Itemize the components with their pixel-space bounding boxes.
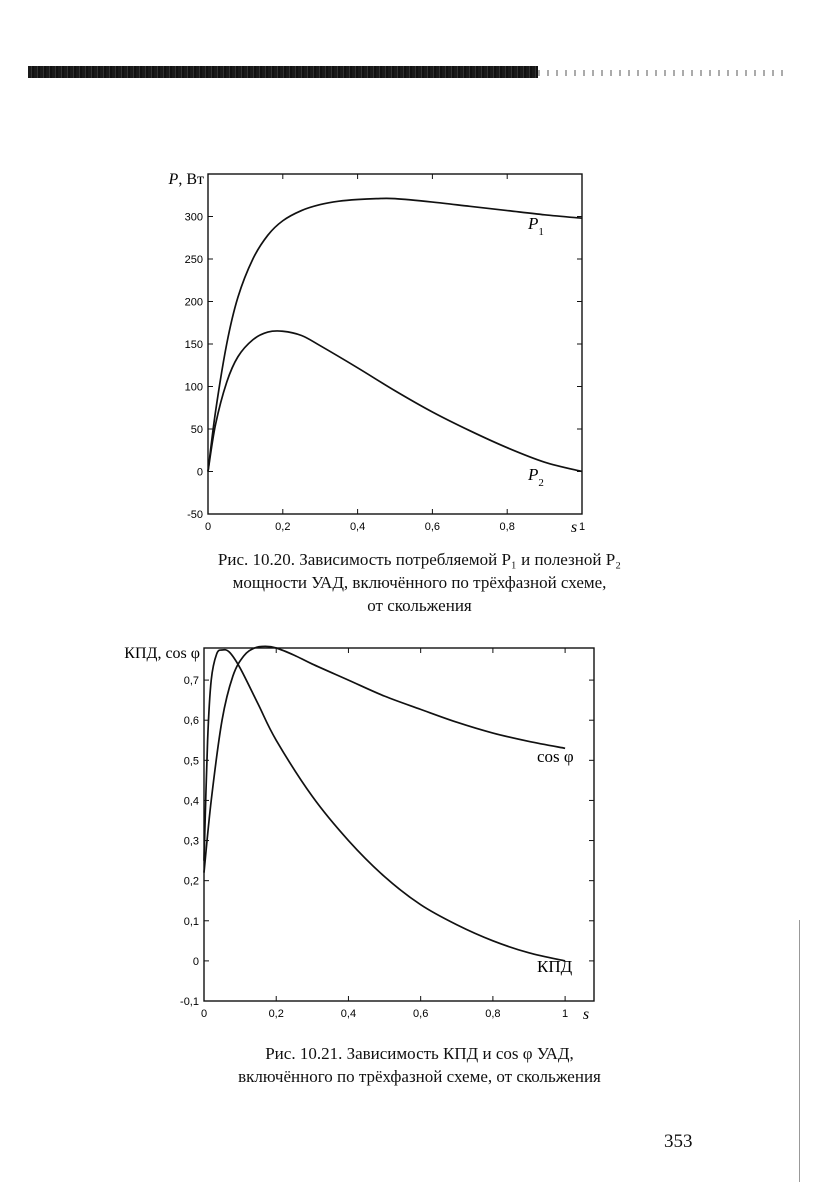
y-tick-label: -50 (187, 509, 203, 521)
y-tick-label: 0 (192, 955, 199, 968)
y-tick-label: 0,2 (183, 875, 199, 888)
plot-frame (208, 174, 582, 514)
y-tick-label: 250 (184, 254, 203, 266)
y-tick-label: 150 (184, 339, 203, 351)
x-tick-label: 0,6 (413, 1008, 429, 1020)
page-number: 353 (664, 1131, 693, 1152)
series-label-2: КПД (537, 957, 573, 976)
x-tick-label: 1 (578, 521, 586, 533)
caption-line: включённого по трёхфазной схеме, от скольжения (238, 1067, 601, 1086)
y-tick-label: 0,3 (183, 835, 199, 848)
x-tick-label: 1 (562, 1008, 569, 1020)
series-label-1: cos φ (537, 747, 574, 766)
x-tick-label: 0,2 (268, 1008, 284, 1020)
series-line-2 (208, 331, 582, 472)
caption-line: Рис. 10.20. Зависимость потребляемой P₁ и полезной P₂ (217, 550, 622, 569)
x-tick-label: 0,4 (349, 521, 366, 533)
y-tick-label: 300 (184, 211, 203, 224)
y-tick-label: 50 (190, 424, 203, 436)
y-tick-label: 0,7 (183, 675, 199, 688)
series-label-subscript: 1 (538, 226, 544, 238)
caption-line: Рис. 10.21. Зависимость КПД и cos φ УАД, (265, 1044, 574, 1063)
figure-10-21-caption (0, 1042, 839, 1088)
y-tick-label: 100 (184, 381, 203, 394)
y-axis-label: КПД, cos φ (124, 645, 200, 662)
series-line-1 (208, 198, 582, 471)
y-tick-label: -0,1 (180, 996, 199, 1008)
x-tick-label: 0 (200, 1008, 208, 1020)
efficiency-cosphi-vs-slip-chart (0, 630, 839, 1030)
x-tick-label: 0,6 (424, 521, 441, 533)
caption-line: от скольжения (367, 596, 472, 615)
series-label-subscript: 2 (538, 477, 544, 489)
series-label-1: $P_1$ (528, 214, 544, 238)
y-tick-label: 0,6 (183, 715, 199, 728)
y-tick-label: 0,1 (183, 915, 199, 928)
x-axis-label: s (582, 1006, 590, 1023)
power-vs-slip-chart (0, 0, 839, 545)
x-tick-label: 0,8 (485, 1008, 501, 1020)
x-tick-label: 0 (204, 521, 212, 533)
y-axis-label: P, Вт (168, 171, 204, 188)
y-tick-label: 0 (196, 466, 203, 479)
y-tick-label: 0,5 (183, 755, 199, 768)
x-tick-label: 0,8 (499, 521, 515, 533)
figure-10-20-caption (0, 548, 839, 617)
series-line-1 (204, 646, 565, 872)
series-label-2: $P_2$ (528, 465, 544, 489)
caption-line: мощности УАД, включённого по трёхфазной схеме, (232, 573, 607, 592)
x-axis-label: s (570, 519, 578, 536)
y-tick-label: 200 (184, 296, 203, 309)
x-tick-label: 0,4 (340, 1008, 357, 1020)
x-tick-label: 0,2 (275, 521, 291, 533)
y-tick-label: 0,4 (183, 795, 199, 808)
